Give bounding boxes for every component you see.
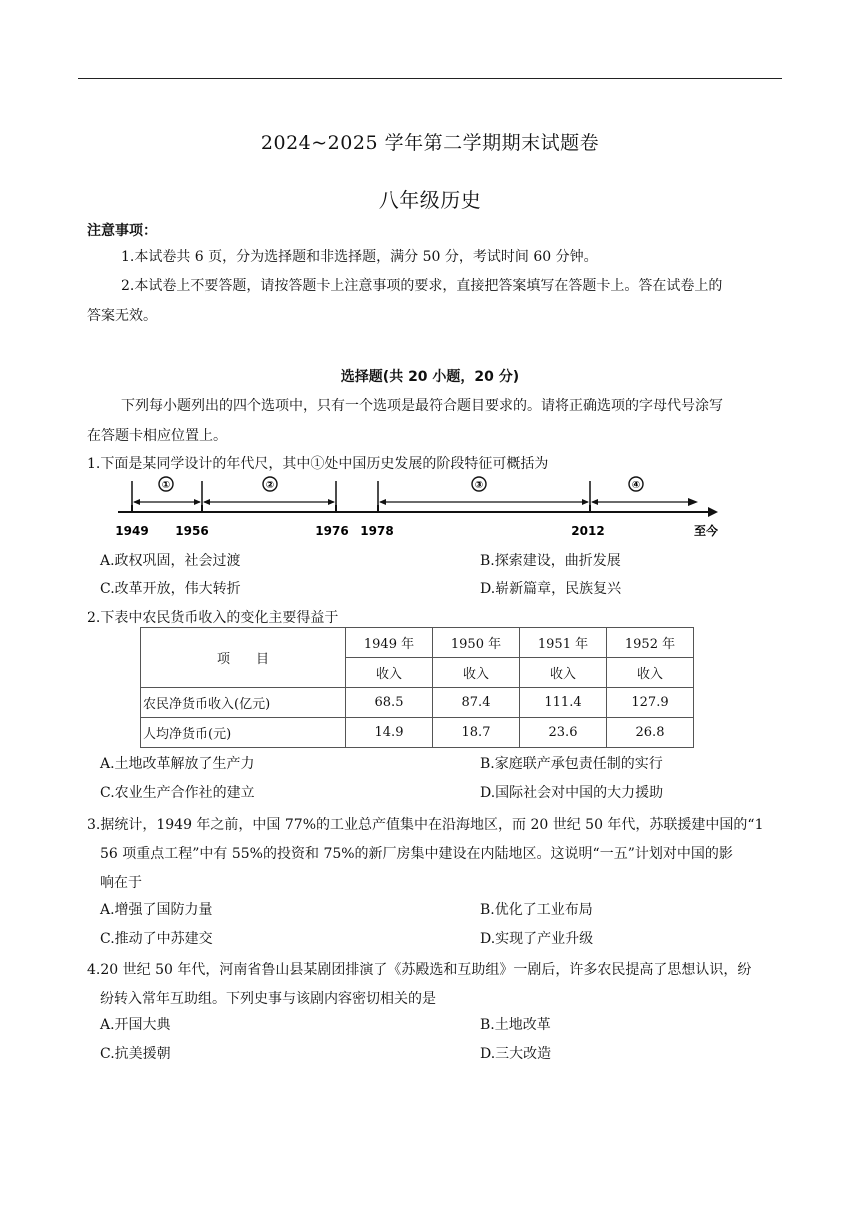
- year-label: 至今: [693, 524, 719, 538]
- year-label: 2012: [571, 524, 605, 538]
- row-label: 农民净货币收入(亿元): [141, 688, 346, 718]
- q3-line-2: 56 项重点工程”中有 55%的投资和 75%的新厂房集中建设在内陆地区。这说明“一五”计划对中国的影: [100, 846, 733, 862]
- q1-option-d: D.崭新篇章，民族复兴: [480, 581, 622, 597]
- table-year-header: 1949 年: [346, 628, 433, 658]
- table-cell: 18.7: [433, 718, 520, 748]
- table-cell: 14.9: [346, 718, 433, 748]
- q3-line-1: 3.据统计，1949 年之前，中国 77%的工业总产值集中在沿海地区，而 20 世纪 50 年代，苏联援建中国的“1: [87, 817, 764, 833]
- q1-option-b: B.探索建设，曲折发展: [480, 553, 621, 569]
- q2-stem: 2.下表中农民货币收入的变化主要得益于: [87, 610, 339, 626]
- year-label: 1978: [360, 524, 394, 538]
- segment-label: ④: [631, 480, 641, 491]
- q3-line-3: 响在于: [100, 875, 142, 891]
- q4-option-c: C.抗美援朝: [100, 1046, 171, 1062]
- table-sub-header: 收入: [520, 658, 607, 688]
- table-sub-header: 收入: [433, 658, 520, 688]
- table-sub-header: 收入: [346, 658, 433, 688]
- notes-item-1: 1.本试卷共 6 页，分为选择题和非选择题，满分 50 分，考试时间 60 分钟。: [121, 249, 598, 265]
- table-year-header: 1950 年: [433, 628, 520, 658]
- table-item-header: 项 目: [141, 628, 346, 688]
- section-heading: 选择题(共 20 小题，20 分): [340, 369, 520, 385]
- year-label: 1949: [115, 524, 149, 538]
- q4-option-b: B.土地改革: [480, 1017, 551, 1033]
- segment-label: ③: [474, 480, 484, 491]
- q3-option-a: A.增强了国防力量: [100, 902, 213, 918]
- year-label: 1956: [175, 524, 209, 538]
- q2-option-a: A.土地改革解放了生产力: [100, 756, 255, 772]
- table-cell: 127.9: [607, 688, 694, 718]
- table-year-header: 1952 年: [607, 628, 694, 658]
- q2-option-b: B.家庭联产承包责任制的实行: [480, 756, 663, 772]
- table-row: [141, 688, 694, 718]
- section-intro-line-1: 下列每小题列出的四个选项中，只有一个选项是最符合题目要求的。请将正确选项的字母代号涂写: [121, 398, 723, 414]
- table-cell: 26.8: [607, 718, 694, 748]
- table-cell: 111.4: [520, 688, 607, 718]
- top-rule: [78, 78, 782, 79]
- q2-option-c: C.农业生产合作社的建立: [100, 785, 255, 801]
- q4-line-2: 纷转入常年互助组。下列史事与该剧内容密切相关的是: [100, 991, 436, 1007]
- q3-option-d: D.实现了产业升级: [480, 931, 594, 947]
- table-cell: 23.6: [520, 718, 607, 748]
- q4-line-1: 4.20 世纪 50 年代，河南省鲁山县某剧团排演了《苏殿选和互助组》一剧后，许多农民提高了思想认识，纷: [87, 962, 752, 978]
- section-intro-line-2: 在答题卡相应位置上。: [87, 428, 227, 444]
- table-sub-header: 收入: [607, 658, 694, 688]
- notes-heading: 注意事项：: [87, 223, 157, 239]
- notes-item-2-line-1: 2.本试卷上不要答题，请按答题卡上注意事项的要求，直接把答案填写在答题卡上。答在试卷上的: [121, 278, 723, 294]
- table-cell: 87.4: [433, 688, 520, 718]
- timeline-arrowhead: [708, 507, 718, 517]
- q2-option-d: D.国际社会对中国的大力援助: [480, 785, 664, 801]
- exam-subtitle: 八年级历史: [378, 188, 482, 212]
- row-label: 人均净货币(元): [141, 718, 346, 748]
- table-cell: 68.5: [346, 688, 433, 718]
- q3-option-c: C.推动了中苏建交: [100, 931, 213, 947]
- year-label: 1976: [315, 524, 349, 538]
- q4-option-a: A.开国大典: [100, 1017, 171, 1033]
- segment-label: ②: [265, 480, 275, 491]
- q3-option-b: B.优化了工业布局: [480, 902, 593, 918]
- q1-option-a: A.政权巩固，社会过渡: [100, 553, 241, 569]
- segment-label: ①: [161, 480, 171, 491]
- table-year-header: 1951 年: [520, 628, 607, 658]
- timeline-ruler: [112, 467, 732, 547]
- exam-title: 2024~2025 学年第二学期期末试题卷: [260, 132, 600, 154]
- income-table: [140, 627, 694, 748]
- table-row: [141, 718, 694, 748]
- q4-option-d: D.三大改造: [480, 1046, 552, 1062]
- notes-item-2-line-2: 答案无效。: [87, 308, 157, 324]
- q1-option-c: C.改革开放，伟大转折: [100, 581, 241, 597]
- q1-stem: 1.下面是某同学设计的年代尺，其中①处中国历史发展的阶段特征可概括为: [87, 456, 549, 472]
